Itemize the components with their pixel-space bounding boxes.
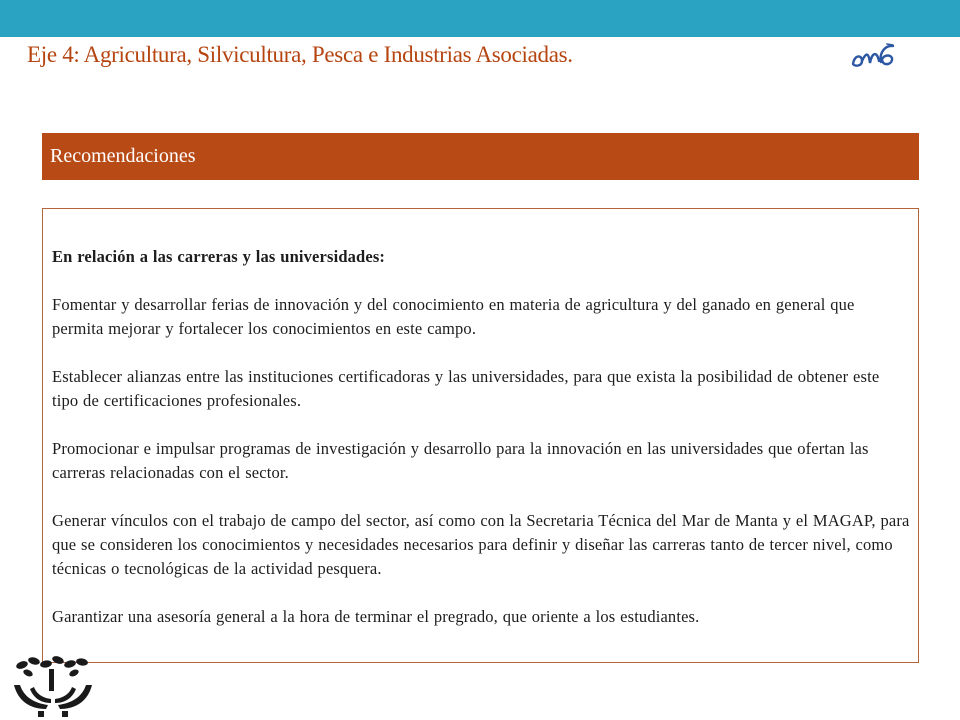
section-title: Recomendaciones [50, 145, 196, 167]
section-header-bar [42, 133, 919, 180]
brand-logo-icon [849, 43, 901, 71]
content-box [42, 208, 919, 663]
tree-hands-logo-icon [8, 655, 98, 717]
top-header-band [0, 0, 960, 37]
recommendation-paragraph: Fomentar y desarrollar ferias de innovación y del conocimiento en materia de agricultura y del ganado en general que permita mejorar y fortalecer los conocimientos en este campo. [52, 295, 855, 338]
content-subheading: En relación a las carreras y las universidades: [52, 247, 386, 266]
slide-title: Eje 4: Agricultura, Silvicultura, Pesca e Industrias Asociadas. [27, 42, 573, 67]
recommendation-paragraph: Promocionar e impulsar programas de investigación y desarrollo para la innovación en las universidades que ofertan las carreras relacionadas con el sector. [52, 439, 869, 482]
recommendation-paragraph: Establecer alianzas entre las instituciones certificadoras y las universidades, para que exista la posibilidad de obtener este tipo de certificaciones profesionales. [52, 367, 880, 410]
recommendation-paragraph: Generar vínculos con el trabajo de campo del sector, así como con la Secretaria Técnica del Mar de Manta y el MAGAP, para que se consideren los conocimientos y necesidades necesarios para definir y diseñar las carreras tanto de tercer nivel, como técnicas o tecnológicas de la actividad pesquera. [52, 511, 910, 578]
recommendation-paragraph: Garantizar una asesoría general a la hora de terminar el pregrado, que oriente a los estudiantes. [52, 607, 700, 626]
